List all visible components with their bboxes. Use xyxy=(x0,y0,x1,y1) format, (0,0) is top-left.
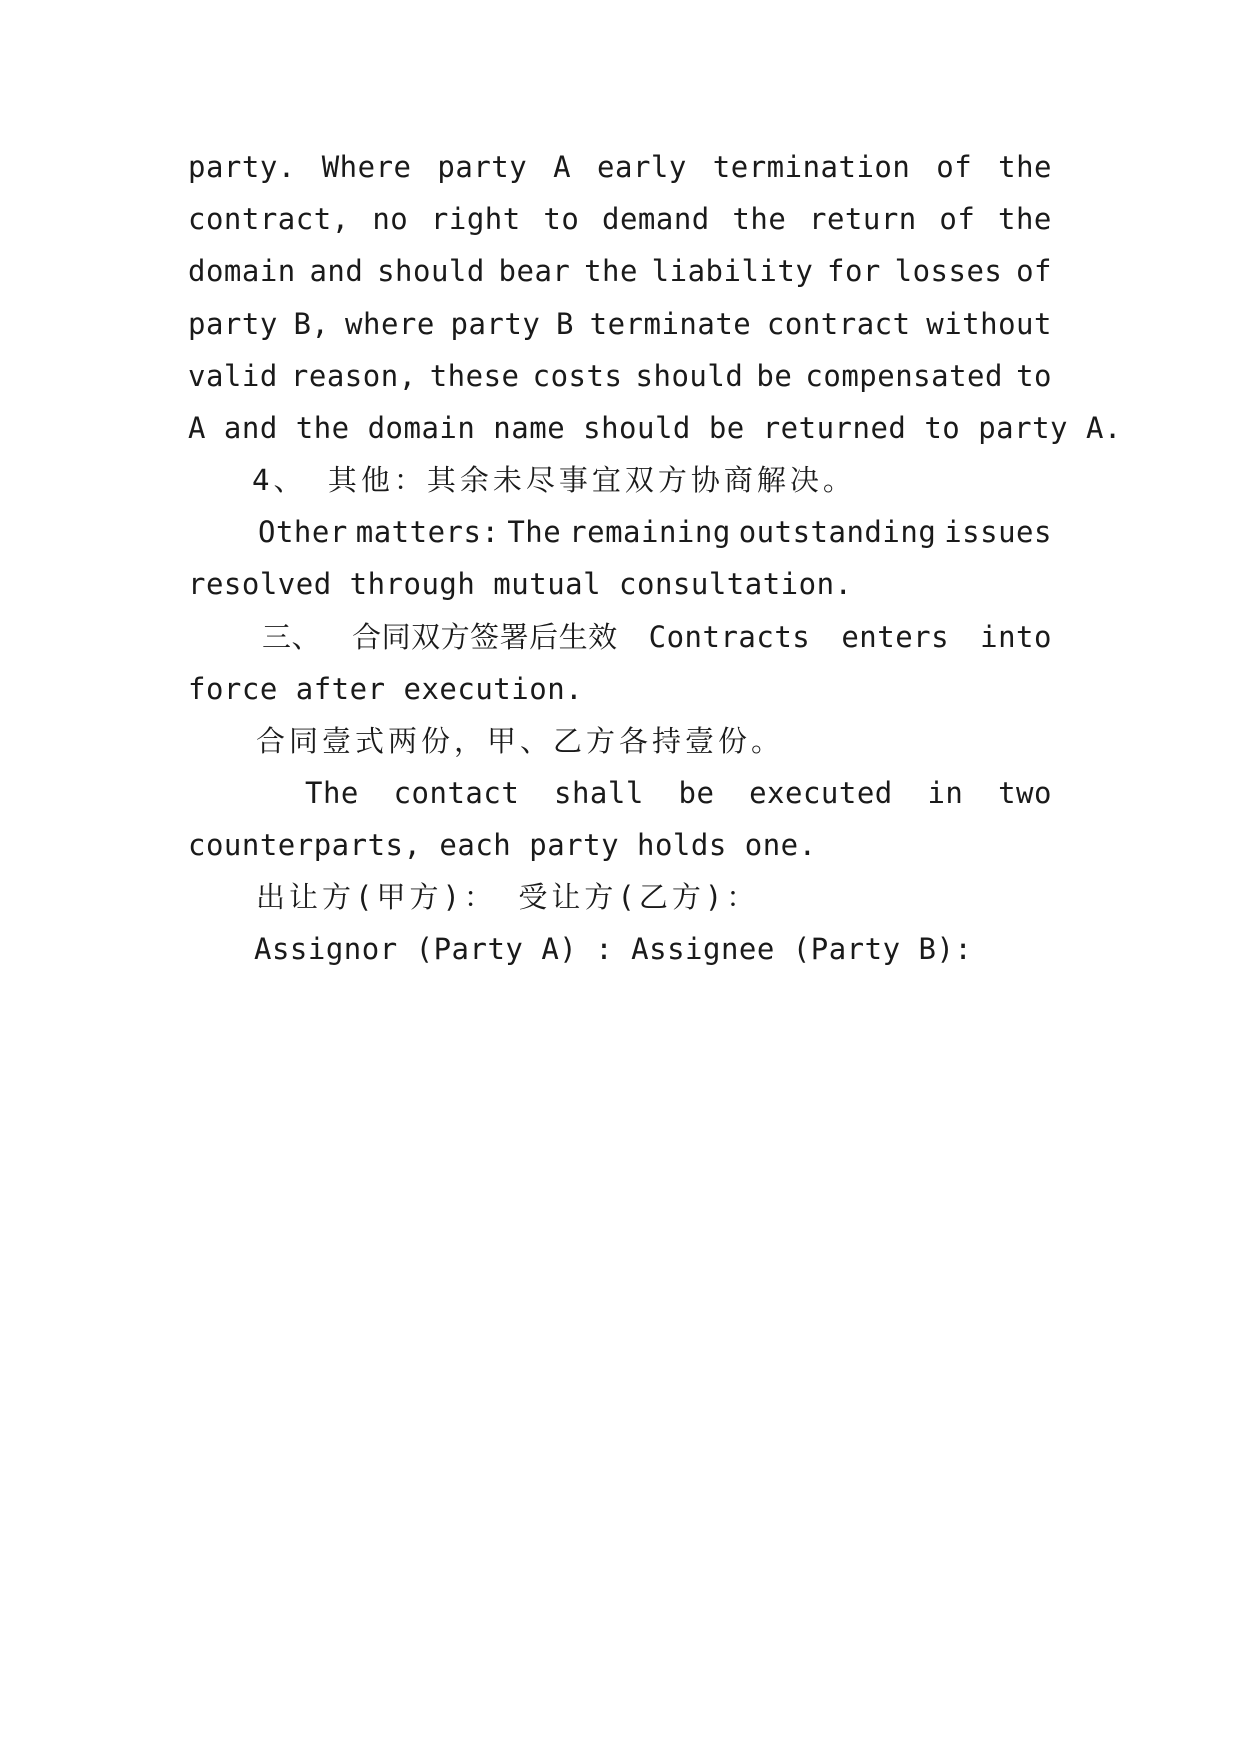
section-3-word: Contracts xyxy=(648,620,811,654)
paragraph-line-6: A and the domain name should be returned to party A. xyxy=(188,411,1122,445)
paragraph-word: these xyxy=(429,359,520,393)
copies-english-line-1 xyxy=(305,773,1052,813)
paragraph-line-2 xyxy=(188,199,1052,239)
paragraph-word: of xyxy=(939,202,976,236)
paragraph-word: contract xyxy=(766,307,911,341)
paragraph-word: reason, xyxy=(290,359,417,393)
paragraph-word: of xyxy=(936,150,973,184)
copies-english-word: shall xyxy=(553,776,644,810)
section-3-word: 合同双方签署后生效 xyxy=(352,620,618,654)
paragraph-word: early xyxy=(597,150,687,184)
paragraph-word: domain xyxy=(188,254,296,288)
paragraph-word: B, xyxy=(293,307,330,341)
paragraph-word: losses xyxy=(894,254,1003,288)
paragraph-word: should xyxy=(635,359,744,393)
copies-chinese: 合同壹式两份，甲、乙方各持壹份。 xyxy=(256,724,785,758)
paragraph-word: party xyxy=(188,307,278,341)
item-4-chinese: 4、 其他：其余未尽事宜双方协商解决。 xyxy=(252,463,856,497)
paragraph-word: where xyxy=(345,307,435,341)
paragraph-word: Where xyxy=(321,150,412,184)
section-3-line-2: force after execution. xyxy=(188,672,584,706)
copies-english-word: in xyxy=(927,776,964,810)
paragraph-word: no xyxy=(372,202,409,236)
section-3-word: enters xyxy=(841,620,950,654)
paragraph-word: B xyxy=(555,307,574,341)
paragraph-word: terminate xyxy=(589,307,752,341)
paragraph-line-4 xyxy=(188,304,1052,344)
paragraph-word: costs xyxy=(532,359,623,393)
paragraph-word: valid xyxy=(188,359,278,393)
other-matters-word: issues xyxy=(944,515,1052,549)
paragraph-word: bear xyxy=(498,254,571,288)
signature-english: Assignor (Party A) : Assignee (Party B): xyxy=(254,932,973,966)
copies-english-word: two xyxy=(998,776,1052,810)
other-matters-word: The xyxy=(507,515,562,549)
paragraph-word: without xyxy=(926,307,1052,341)
other-matters-word: Other xyxy=(258,515,348,549)
other-matters-line-1 xyxy=(258,512,1052,552)
other-matters-word: matters: xyxy=(355,515,500,549)
paragraph-word: A xyxy=(553,150,572,184)
paragraph-word: contract, xyxy=(188,202,350,236)
paragraph-word: for xyxy=(827,254,881,288)
paragraph-word: should xyxy=(377,254,485,288)
paragraph-word: termination xyxy=(712,150,911,184)
copies-english-word: be xyxy=(678,776,715,810)
section-3-word: into xyxy=(980,620,1052,654)
paragraph-word: party. xyxy=(188,150,296,184)
copies-english-word: executed xyxy=(749,776,893,810)
paragraph-line-3 xyxy=(188,251,1052,291)
other-matters-line-2: resolved through mutual consultation. xyxy=(188,567,853,601)
other-matters-word: remaining xyxy=(569,515,731,549)
paragraph-word: right xyxy=(430,202,521,236)
paragraph-word: to xyxy=(543,202,580,236)
paragraph-word: the xyxy=(998,202,1052,236)
paragraph-line-1 xyxy=(188,147,1052,187)
paragraph-word: and xyxy=(309,254,364,288)
paragraph-word: return xyxy=(808,202,917,236)
paragraph-word: the xyxy=(998,150,1052,184)
section-3-line-1 xyxy=(262,617,1052,657)
other-matters-word: outstanding xyxy=(738,515,937,549)
copies-english-word: contact xyxy=(393,776,520,810)
paragraph-word: party xyxy=(450,307,541,341)
paragraph-word: liability xyxy=(651,254,814,288)
copies-english-line-2: counterparts, each party holds one. xyxy=(188,828,817,862)
copies-english-word: The xyxy=(305,776,359,810)
paragraph-word: demand xyxy=(601,202,710,236)
paragraph-line-5 xyxy=(188,356,1052,396)
paragraph-word: party xyxy=(437,150,528,184)
paragraph-word: compensated xyxy=(805,359,1003,393)
paragraph-word: to xyxy=(1016,359,1052,393)
paragraph-word: the xyxy=(584,254,638,288)
paragraph-word: of xyxy=(1016,254,1052,288)
paragraph-word: be xyxy=(756,359,793,393)
paragraph-word: the xyxy=(732,202,787,236)
signature-chinese: 出让方(甲方)： 受让方(乙方)： xyxy=(256,880,760,914)
section-3-word: 三、 xyxy=(262,620,322,654)
